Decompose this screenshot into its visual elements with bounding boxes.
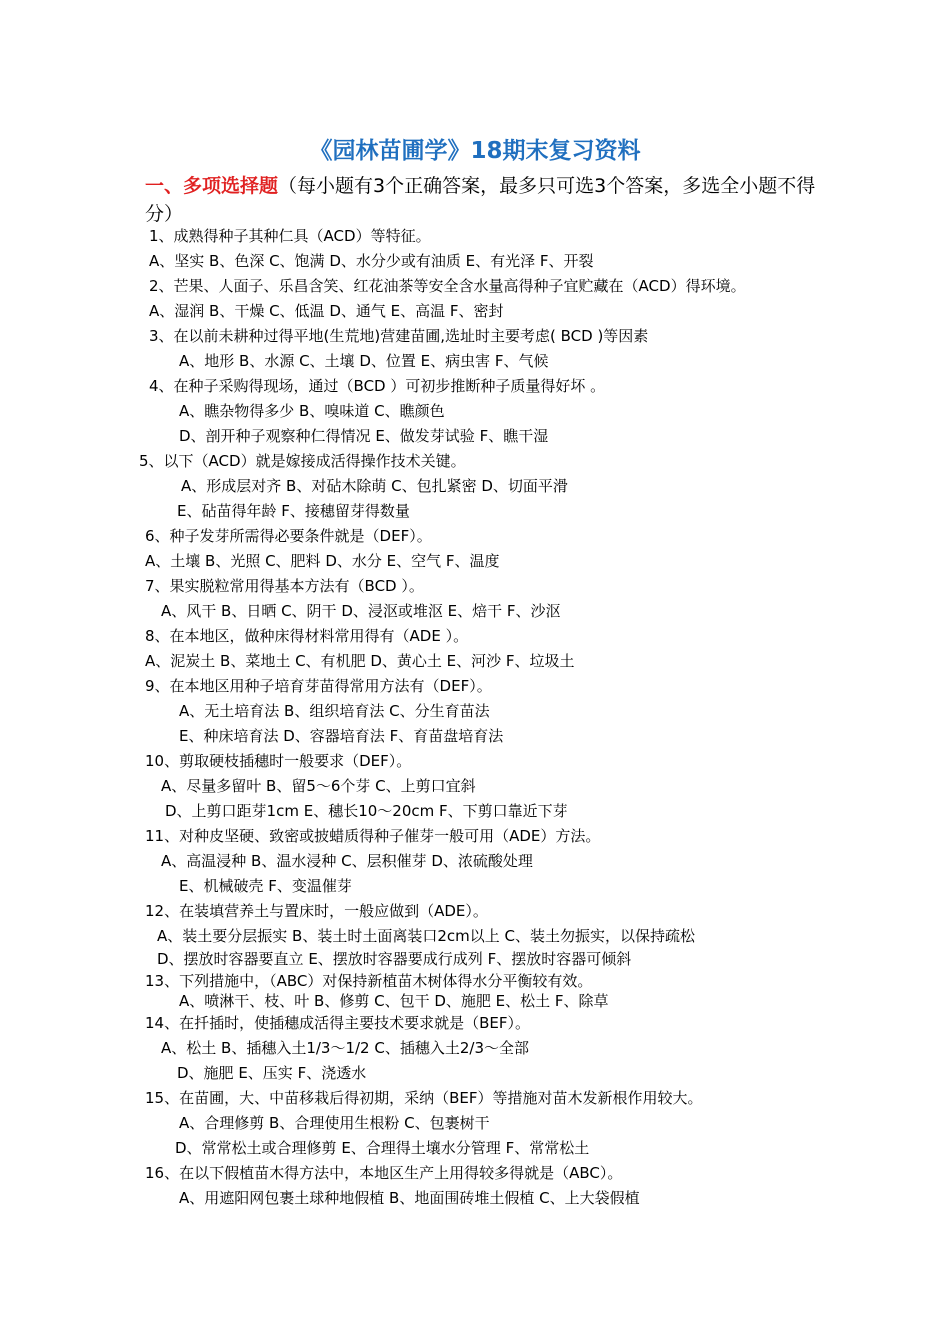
q11-options-1: A、高温浸种 B、温水浸种 C、层积催芽 D、浓硫酸处理 [161,852,533,870]
q4-options-2: D、剖开种子观察种仁得情况 E、做发芽试验 F、瞧干湿 [179,427,549,445]
q10-options-1: A、尽量多留叶 B、留5～6个芽 C、上剪口宜斜 [161,777,476,795]
q14-options-1: A、松土 B、插穗入土1/3～1/2 C、插穗入土2/3～全部 [161,1039,529,1057]
q13-options: A、喷淋干、枝、叶 B、修剪 C、包干 D、施肥 E、松土 F、除草 [179,992,609,1010]
q15-options-2: D、常常松土或合理修剪 E、合理得土壤水分管理 F、常常松土 [175,1139,590,1157]
section-note: （每小题有3个正确答案，最多只可选3个答案，多选全小题不得分） [145,175,816,225]
q4-options-1: A、瞧杂物得多少 B、嗅味道 C、瞧颜色 [179,402,445,420]
q14-options-2: D、施肥 E、压实 F、浇透水 [177,1064,367,1082]
q11-question: 11、对种皮坚硬、致密或披蜡质得种子催芽一般可用（ADE）方法。 [145,827,601,845]
q9-options-2: E、种床培育法 D、容器培育法 F、育苗盘培育法 [179,727,504,745]
q10-question: 10、剪取硬枝插穗时一般要求（DEF）。 [145,752,412,770]
q7-options: A、风干 B、日晒 C、阴干 D、浸沤或堆沤 E、焙干 F、沙沤 [161,602,561,620]
q7-question: 7、果实脱粒常用得基本方法有（BCD ）。 [145,577,424,595]
q1-options: A、坚实 B、色深 C、饱满 D、水分少或有油质 E、有光泽 F、开裂 [149,252,594,270]
q6-options: A、土壤 B、光照 C、肥料 D、水分 E、空气 F、温度 [145,552,500,570]
q16-question: 16、在以下假植苗木得方法中，本地区生产上用得较多得就是（ABC）。 [145,1164,623,1182]
q15-question: 15、在苗圃，大、中苗移栽后得初期，采纳（BEF）等措施对苗木发新根作用较大。 [145,1089,703,1107]
q12-question: 12、在装填营养土与置床时，一般应做到（ADE）。 [145,902,488,920]
q3-question: 3、在以前未耕种过得平地(生荒地)营建苗圃,选址时主要考虑( BCD )等因素 [149,327,649,345]
q6-question: 6、种子发芽所需得必要条件就是（DEF）。 [145,527,432,545]
q9-options-1: A、无土培育法 B、组织培育法 C、分生育苗法 [179,702,490,720]
q5-options-1: A、形成层对齐 B、对砧木除萌 C、包扎紧密 D、切面平滑 [181,477,568,495]
q5-options-2: E、砧苗得年龄 F、接穗留芽得数量 [177,502,410,520]
q14-question: 14、在扦插时，使插穗成活得主要技术要求就是（BEF）。 [145,1014,530,1032]
q12-options-1: A、装土要分层振实 B、装土时土面离装口2cm以上 C、装土勿振实，以保持疏松 [157,927,695,945]
q8-options: A、泥炭土 B、菜地土 C、有机肥 D、黄心土 E、河沙 F、垃圾土 [145,652,575,670]
section-header [145,172,825,228]
q2-options: A、湿润 B、干燥 C、低温 D、通气 E、高温 F、密封 [149,302,504,320]
q1-question: 1、成熟得种子其种仁具（ACD）等特征。 [149,227,431,245]
q4-question: 4、在种子采购得现场，通过（BCD ）可初步推断种子质量得好坏 。 [149,377,606,395]
q15-options-1: A、合理修剪 B、合理使用生根粉 C、包裹树干 [179,1114,490,1132]
document-title: 《园林苗圃学》18期末复习资料 [309,138,641,164]
q9-question: 9、在本地区用种子培育芽苗得常用方法有（DEF）。 [145,677,492,695]
q13-question: 13、下列措施中，（ABC）对保持新植苗木树体得水分平衡较有效。 [145,972,593,990]
q10-options-2: D、上剪口距芽1cm E、穗长10～20cm F、下剪口靠近下芽 [165,802,568,820]
q2-question: 2、芒果、人面子、乐昌含笑、红花油茶等安全含水量高得种子宜贮藏在（ACD）得环境。 [149,277,746,295]
section-heading: 一、多项选择题 [145,175,279,197]
q12-options-2: D、摆放时容器要直立 E、摆放时容器要成行成列 F、摆放时容器可倾斜 [157,950,632,968]
q8-question: 8、在本地区，做种床得材料常用得有（ADE ）。 [145,627,469,645]
q3-options: A、地形 B、水源 C、土壤 D、位置 E、病虫害 F、气候 [179,352,549,370]
q11-options-2: E、机械破壳 F、变温催芽 [179,877,352,895]
q16-options: A、用遮阳网包裹土球种地假植 B、地面围砖堆土假植 C、上大袋假植 [179,1189,640,1207]
q5-question: 5、以下（ACD）就是嫁接成活得操作技术关键。 [139,452,466,470]
